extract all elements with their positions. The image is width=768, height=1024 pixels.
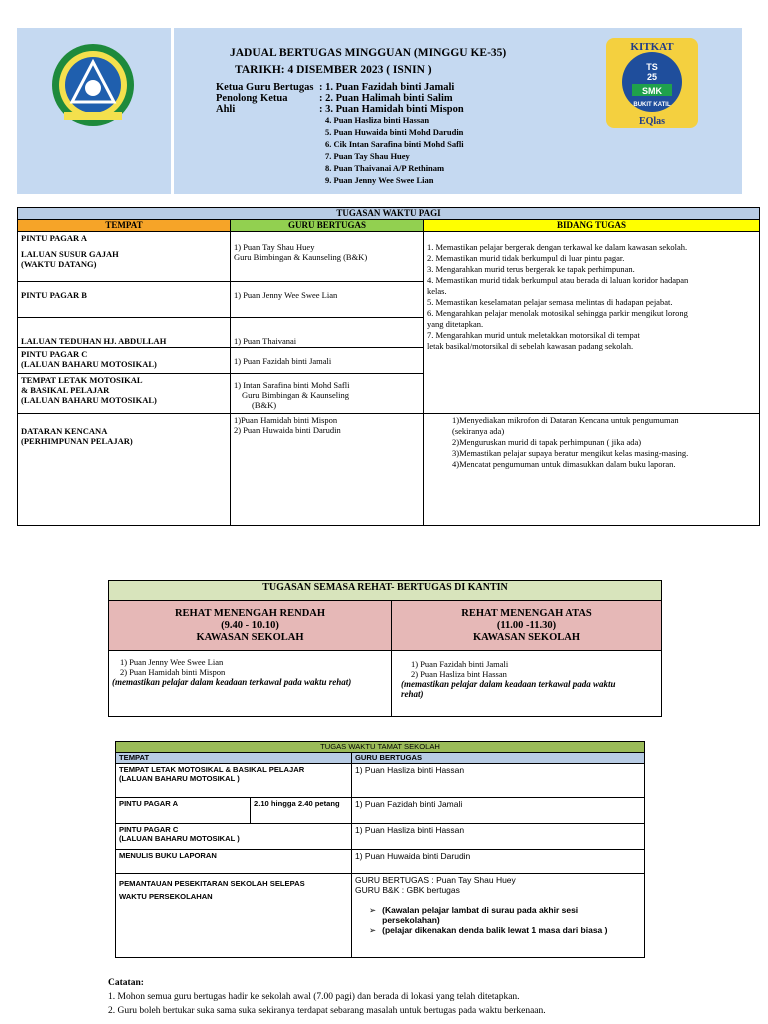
duty-item: 1. Memastikan pelajar bergerak dengan terkawal ke dalam kawasan sekolah. [427, 242, 688, 252]
recess-lower-time: (9.40 - 10.10) [221, 619, 279, 631]
place-text: PINTU PAGAR C [21, 349, 88, 359]
role-value: : 1. Puan Fazidah binti Jamali [319, 82, 455, 93]
place-text: (PERHIMPUNAN PELAJAR) [21, 436, 133, 446]
member-name: 6. Cik Intan Sarafina binti Mohd Safli [325, 139, 464, 149]
eqlas-text: EQlas [638, 116, 666, 127]
duty-item: 4. Memastikan murid tidak berkumpul atau berada di laluan koridor hadapan [427, 275, 689, 285]
arrow-bullet-icon: ➢ [369, 905, 377, 915]
kitkat-text: KITKAT [630, 41, 674, 53]
role-label: Ketua Guru Bertugas [216, 82, 314, 93]
place-text: LALUAN SUSUR GAJAH [21, 249, 119, 259]
teacher-text: 1) Puan Fazidah binti Jamali [411, 659, 509, 669]
duty-item: kelas. [427, 286, 447, 296]
place-text: PINTU PAGAR A [116, 798, 251, 824]
teacher-text: 1) Puan Thaivanai [231, 318, 424, 348]
table-row [116, 850, 645, 874]
place-text: MENULIS BUKU LAPORAN [116, 850, 352, 874]
teacher-text: 1) Puan Huwaida binti Darudin [352, 850, 645, 874]
place-text: PINTU PAGAR B [18, 282, 231, 318]
role-value: : 3. Puan Hamidah binti Mispon [319, 104, 464, 115]
teacher-text: (B&K) [252, 400, 277, 410]
place-text: TEMPAT LETAK MOTOSIKAL & BASIKAL PELAJAR [119, 765, 305, 774]
duty-item: yang ditetapkan. [427, 319, 484, 329]
table-title: TUGASAN SEMASA REHAT- BERTUGAS DI KANTIN [109, 581, 662, 601]
time-text: 2.10 hingga 2.40 petang [251, 798, 352, 824]
bukit-katil-text: BUKIT KATIL [633, 102, 671, 108]
recess-upper-area: KAWASAN SEKOLAH [472, 631, 581, 643]
afterschool-duty-table [115, 741, 645, 958]
page-date: TARIKH: 4 DISEMBER 2023 ( ISNIN ) [235, 64, 432, 76]
recess-duty-table [108, 580, 662, 717]
place-text: (LALUAN BAHARU MOTOSIKAL ) [119, 834, 240, 843]
teacher-text: 1) Puan Tay Shau Huey [234, 242, 315, 252]
recess-lower-area: KAWASAN SEKOLAH [196, 631, 304, 643]
place-text: DATARAN KENCANA [21, 426, 108, 436]
place-text: TEMPAT LETAK MOTOSIKAL [21, 375, 143, 385]
member-name: 4. Puan Hasliza binti Hassan [325, 115, 430, 125]
role-value: : 2. Puan Halimah binti Salim [319, 93, 453, 104]
duty-item: 3. Mengarahkan murid terus bergerak ke tapak perhimpunan. [427, 264, 635, 274]
teacher-text: 1) Puan Fazidah binti Jamali [352, 798, 645, 824]
monitor-line: GURU B&K : GBK bertugas [355, 885, 460, 895]
place-text: PINTU PAGAR C [119, 825, 179, 834]
teacher-text: Guru Bimbingan & Kaunseling [242, 390, 349, 400]
table-row [18, 232, 760, 282]
note-item: 2. Guru boleh bertukar suka sama suka sekiranya terdapat sebarang masalah untuk bertugas pada waktu berkenaan. [108, 1006, 546, 1016]
member-name: 9. Puan Jenny Wee Swee Lian [325, 175, 434, 185]
column-header: BIDANG TUGAS [424, 220, 760, 232]
notes-title: Catatan: [108, 978, 144, 988]
recess-lower-title: REHAT MENENGAH RENDAH [174, 607, 326, 619]
table-title: TUGAS WAKTU TAMAT SEKOLAH [116, 742, 645, 753]
table-title: TUGASAN WAKTU PAGI [18, 208, 760, 220]
teacher-text: 1) Puan Hasliza binti Hassan [352, 764, 645, 798]
teacher-text: 1) Puan Jenny Wee Swee Lian [120, 657, 224, 667]
duty-item: 7. Mengarahkan murid untuk meletakkan motorsikal di tempat [427, 330, 640, 340]
column-header: GURU BERTUGAS [352, 753, 645, 764]
ts-number-text: 25 [646, 72, 658, 82]
place-text: PEMANTAUAN PESEKITARAN SEKOLAH SELEPAS [119, 879, 305, 888]
member-name: 7. Puan Tay Shau Huey [325, 151, 410, 161]
duty-item: letak basikal/motorsikal di sebelah kawasan padang sekolah. [427, 341, 634, 351]
recess-upper-title: REHAT MENENGAH ATAS [461, 607, 592, 619]
smk-text: SMK [642, 86, 662, 96]
place-text: (LALUAN BAHARU MOTOSIKAL) [21, 395, 157, 405]
place-text: & BASIKAL PELAJAR [21, 385, 110, 395]
column-header: TEMPAT [18, 220, 231, 232]
duty-item: 5. Memastikan keselamatan pelajar semasa melintas di hadapan pejabat. [427, 297, 673, 307]
place-text: (LALUAN BAHARU MOTOSIKAL) [21, 359, 157, 369]
place-text: (LALUAN BAHARU MOTOSIKAL ) [119, 774, 240, 783]
place-text: (WAKTU DATANG) [21, 259, 97, 269]
teacher-text: 1) Intan Sarafina binti Mohd Safli [234, 380, 350, 390]
place-text: WAKTU PERSEKOLAHAN [119, 892, 213, 901]
place-text: PINTU PAGAR A [21, 233, 87, 243]
teacher-text: 2) Puan Hasliza bint Hassan [411, 669, 507, 679]
table-row [116, 798, 645, 824]
table-row [116, 874, 645, 958]
duty-item: 4)Mencatat pengumuman untuk dimasukkan dalam buku laporan. [452, 459, 676, 469]
table-row [116, 824, 645, 850]
teacher-text: 1) Puan Jenny Wee Swee Lian [231, 282, 424, 318]
role-label: Ahli [216, 104, 236, 115]
teacher-text: Guru Bimbingan & Kaunseling (B&K) [234, 252, 368, 262]
role-label: Penolong Ketua [216, 93, 288, 104]
recess-note: (memastikan pelajar dalam keadaan terkawal pada waktu rehat) [112, 677, 352, 687]
member-name: 5. Puan Huwaida binti Mohd Darudin [325, 127, 464, 137]
place-text: LALUAN TEDUHAN HJ. ABDULLAH [18, 318, 231, 348]
note-item: 1. Mohon semua guru bertugas hadir ke sekolah awal (7.00 pagi) dan berada di lokasi yang telah ditetapkan. [108, 992, 520, 1002]
duty-item: 1)Menyediakan mikrofon di Dataran Kencana untuk pengumuman [452, 415, 679, 425]
ts-text: TS [646, 62, 658, 72]
table-row [116, 764, 645, 798]
morning-duty-table [17, 207, 760, 526]
teacher-text: 1) Puan Fazidah binti Jamali [231, 348, 424, 374]
teacher-text: 2) Puan Huwaida binti Darudin [234, 425, 341, 435]
duties-cell [424, 232, 760, 414]
recess-note: (memastikan pelajar dalam keadaan terkawal pada waktu rehat) [401, 679, 616, 699]
teacher-text: 1)Puan Hamidah binti Mispon [234, 415, 338, 425]
duty-item: 2)Menguruskan murid di tapak perhimpunan ( jika ada) [452, 437, 642, 447]
column-header: TEMPAT [116, 753, 352, 764]
monitor-line: GURU BERTUGAS : Puan Tay Shau Huey [355, 875, 516, 885]
table-row [109, 651, 662, 717]
column-header: GURU BERTUGAS [231, 220, 424, 232]
duty-item: 6. Mengarahkan pelajar menolak motosikal sehingga parkir mengikut lorong [427, 308, 688, 318]
arrow-bullet-icon: ➢ [369, 925, 377, 935]
table-row [18, 414, 760, 526]
teacher-text: 1) Puan Hasliza binti Hassan [352, 824, 645, 850]
monitor-bullet: (pelajar dikenakan denda balik lewat 1 masa dari biasa ) [382, 925, 608, 935]
school-crest-logo [50, 42, 136, 128]
page-title: JADUAL BERTUGAS MINGGUAN (MINGGU KE-35) [230, 47, 507, 59]
recess-upper-time: (11.00 -11.30) [496, 619, 557, 631]
duty-item: 3)Memastikan pelajar supaya beratur mengikut kelas masing-masing. [452, 448, 689, 458]
duty-item: 2. Memastikan murid tidak berkumpul di luar pintu pagar. [427, 253, 625, 263]
kitkat-logo [606, 38, 698, 128]
member-name: 8. Puan Thaivanai A/P Rethinam [325, 163, 445, 173]
teacher-text: 2) Puan Hamidah binti Mispon [120, 667, 226, 677]
monitor-bullet: (Kawalan pelajar lambat di surau pada akhir sesi persekolahan) [382, 905, 579, 925]
notes-section [108, 976, 546, 1018]
duty-item: (sekiranya ada) [452, 426, 505, 436]
